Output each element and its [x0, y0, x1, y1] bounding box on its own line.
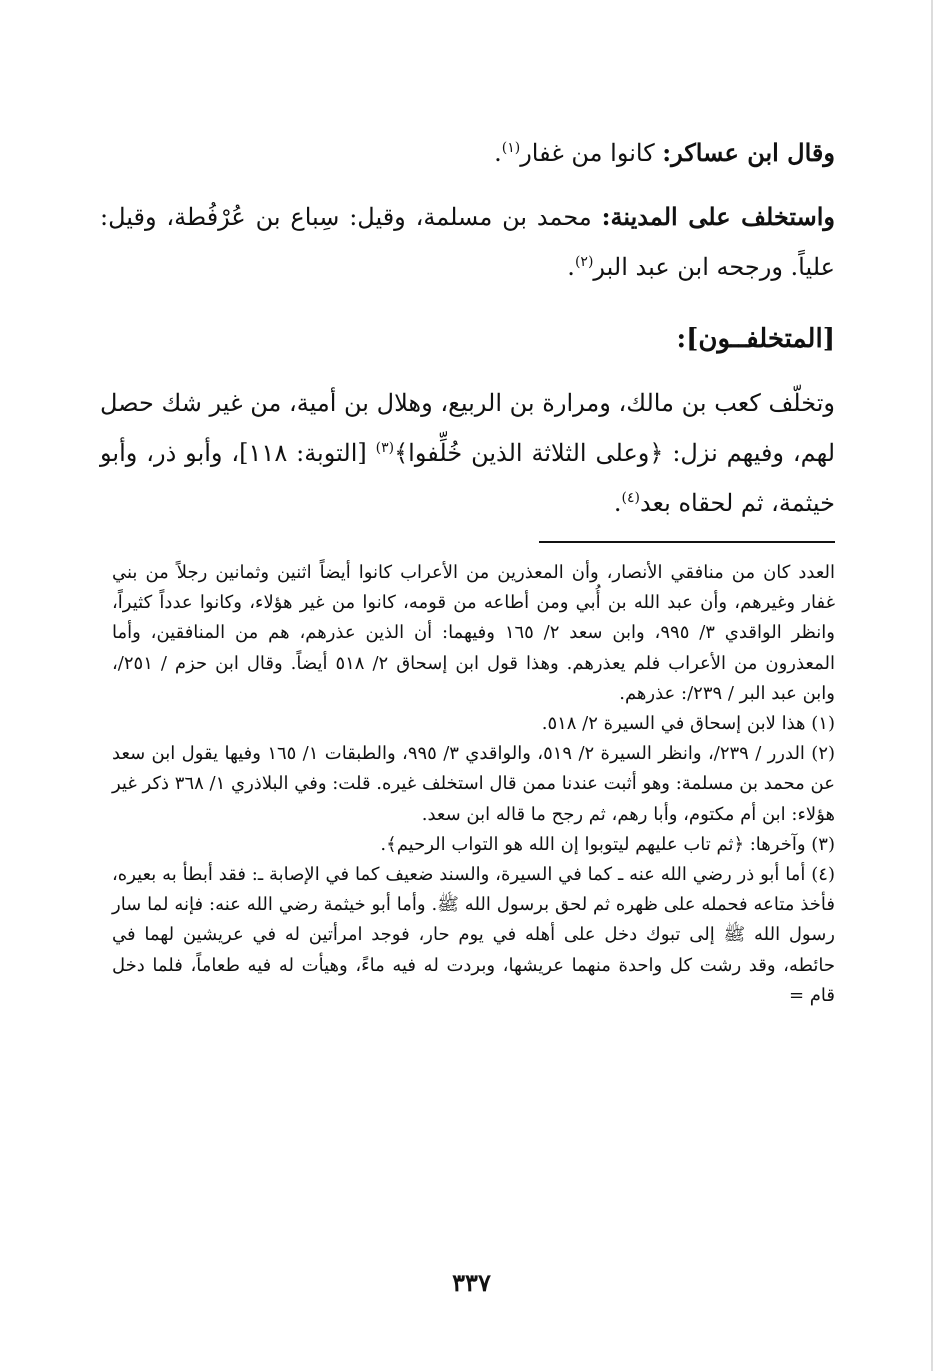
paragraph-text: محمد بن مسلمة، وقيل: سِباع بن عُرْفُطة، وقيل: علياً. ورجحه ابن عبد البر: [100, 203, 835, 281]
punctuation: .: [613, 489, 622, 517]
footnote-separator: [539, 541, 835, 543]
bold-lead: وقال ابن عساكر:: [662, 138, 835, 167]
footnote-continuation: العدد كان من منافقي الأنصار، وأن المعذرين من الأعراب كانوا أيضاً اثنين وثمانين رجلاً من بني غفار وغيرهم، وأن عبد الله بن أُبي ومن أطاعه من قومه، كانوا من غير هؤلاء، وكانوا عدداً كثيراً، وانظر الواقدي ٣/ ٩٩٥، وابن سعد ٢/ ١٦٥ وفيهما: أن الذين عذرهم، هم من المنافقين، وأما المعذرون من الأعراب فلم يعذرهم. وهذا قول ابن إسحاق ٢/ ٥١٨ أيضاً. وقال ابن حزم / ٢٥١/، وابن عبد البر / ٢٣٩/: عذرهم.: [112, 562, 835, 704]
main-text: [100, 128, 835, 528]
footnote-ref[interactable]: (٣): [375, 440, 395, 456]
footnote-3: (٣) وآخرها: ﴿ثم تاب عليهم ليتوبوا إن الله هو التواب الرحيم﴾.: [380, 833, 835, 855]
footnote-1: (١) هذا لابن إسحاق في السيرة ٢/ ٥١٨.: [541, 713, 835, 735]
spacer: [100, 292, 835, 306]
punctuation: .: [494, 139, 502, 167]
spacer: [100, 178, 835, 192]
footnote-ref[interactable]: (٢): [574, 254, 594, 270]
paragraph-text: كانوا من غفار: [520, 139, 663, 167]
footnote-4: (٤) أما أبو ذر رضي الله عنه ـ كما في السيرة، والسند ضعيف كما في الإصابة ـ: فقد أبطأ به بعيره، فأخذ متاعه فحمله على ظهره ثم لحق برسول الله ﷺ. وأما أبو خيثمة رضي الله عنه: فإنه لما سار رسول الله ﷺ إلى تبوك دخل على أهله في يوم حار، فوجد امرأتين له في عريشين لهما في حائطه، وقد رشت كل واحدة منهما عريشها، وبردت له فيه ماءً، وهيأت له فيه طعاماً، فلما دخل قام =: [112, 864, 835, 1006]
page-number: ٣٣٧: [452, 1268, 491, 1297]
paragraph-mutakhallifun: [100, 378, 835, 528]
punctuation: .: [567, 253, 575, 281]
paragraph-istakhlaf: [100, 192, 835, 292]
footnote-2: (٢) الدرر / ٢٣٩/، وانظر السيرة ٢/ ٥١٩، والواقدي ٣/ ٩٩٥، والطبقات ١/ ١٦٥ وفيها يقول ابن سعد عن محمد بن مسلمة: وهو أثبت عندنا ممن قال استخلف غيره. قلت: وفي البلاذري ١/ ٣٦٨ ذكر غير هؤلاء: ابن أم مكتوم، وأبا رهم، ثم رجح ما قاله ابن سعد.: [112, 743, 836, 825]
bold-lead: واستخلف على المدينة:: [601, 202, 835, 231]
footnote-ref[interactable]: (١): [501, 140, 521, 156]
footnote-ref[interactable]: (٤): [621, 490, 640, 506]
section-heading: [المتخلفــون]:: [676, 324, 835, 354]
footnotes: [112, 558, 835, 1011]
paragraph-text: [التوبة: ١١٨]، وأبو ذر، وأبو خيثمة، ثم لحقاه بعد: [100, 439, 835, 517]
spacer: [100, 364, 835, 378]
paragraph-text: وتخلّف كعب بن مالك، ومرارة بن الربيع، وهلال بن أمية، من غير شك حصل لهم، وفيهم نزل: ﴿وعلى الثلاثة الذين خُلِّفوا﴾: [100, 389, 836, 467]
page-edge-shadow: [931, 0, 933, 1371]
paragraph-ibn-asakir: [100, 128, 835, 178]
